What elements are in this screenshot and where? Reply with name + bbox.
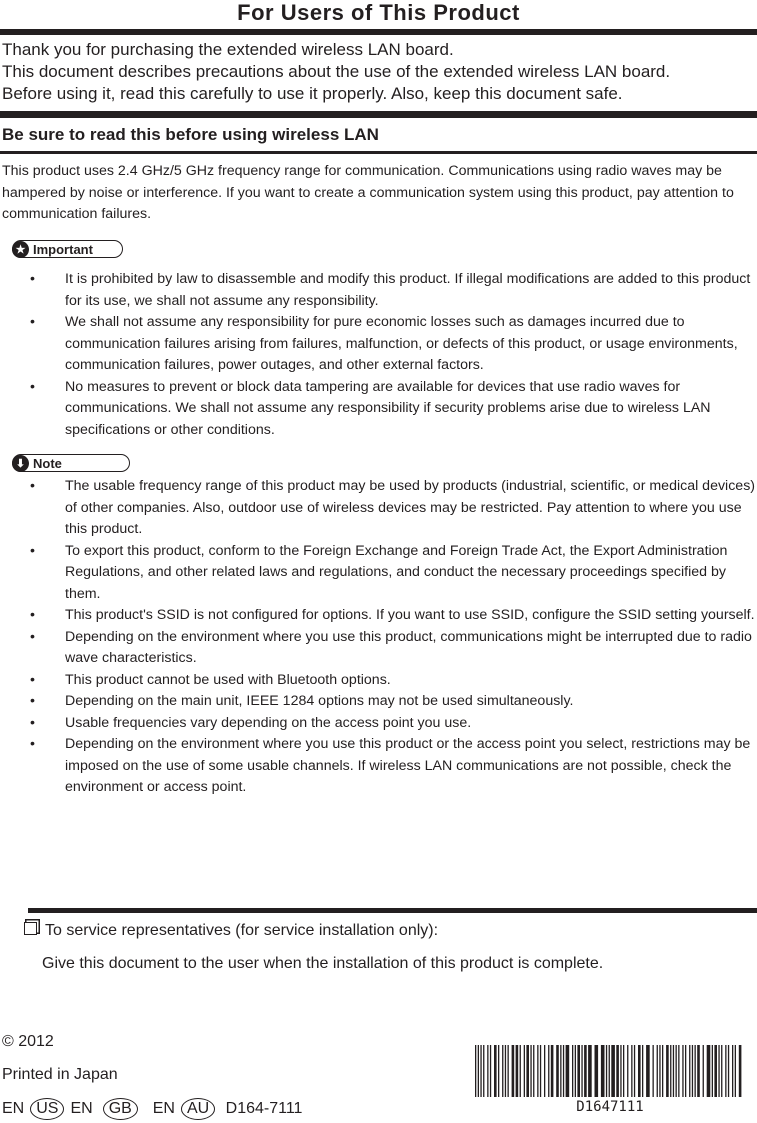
barcode-bar <box>714 1045 717 1097</box>
list-item <box>0 691 757 713</box>
section-heading: Be sure to read this before using wireless LAN <box>2 125 379 144</box>
barcode-bar <box>732 1045 733 1097</box>
barcode-bar <box>533 1045 534 1097</box>
barcode-bar <box>595 1045 599 1097</box>
barcode-bar <box>662 1045 663 1097</box>
region-mark: AU <box>181 1098 215 1120</box>
bullet: • <box>30 671 35 688</box>
divider <box>0 111 757 118</box>
barcode-bar <box>480 1045 481 1097</box>
list-item-text: We shall not assume any responsibility for pure economic losses such as damages incurred due to communication failures arising from failures, malfunction, or defects of this product, or usage environments, communication failures, power outages, and other external factors. <box>65 314 738 373</box>
bullet: • <box>30 542 35 559</box>
bullet: • <box>30 628 35 645</box>
barcode-bar <box>483 1045 484 1097</box>
barcode-bar <box>584 1045 587 1097</box>
barcode-bar <box>498 1045 499 1097</box>
lang: EN <box>2 1100 25 1117</box>
barcode-bar <box>627 1045 628 1097</box>
barcode-bar <box>494 1045 497 1097</box>
barcode-bar <box>659 1045 660 1097</box>
barcode-bar <box>735 1045 736 1097</box>
barcode-bar <box>657 1045 658 1097</box>
language-codes <box>2 1098 302 1120</box>
barcode-bar <box>526 1045 529 1097</box>
intro-line: This document describes precautions about the use of the extended wireless LAN board. <box>2 62 671 81</box>
barcode-bar <box>490 1045 491 1097</box>
barcode-bar <box>556 1045 559 1097</box>
note-list <box>0 476 757 799</box>
bullet: • <box>30 736 35 752</box>
divider <box>0 29 757 35</box>
barcode-bar <box>631 1045 632 1097</box>
barcode-bar <box>616 1045 619 1097</box>
barcode-bar <box>728 1045 729 1097</box>
checkbox-icon <box>24 922 37 935</box>
bullet: • <box>30 271 35 287</box>
star-icon: ★ <box>12 241 29 258</box>
barcode-bar <box>638 1045 641 1097</box>
barcode-bar <box>563 1045 564 1097</box>
barcode-bar <box>572 1045 573 1097</box>
intro-line: Before using it, read this carefully to use it properly. Also, keep this document safe. <box>2 84 623 103</box>
page-title: For Users of This Product <box>237 0 520 25</box>
barcode-bar <box>673 1045 674 1097</box>
list-item <box>0 627 757 670</box>
barcode-bar <box>502 1045 503 1097</box>
important-label: Important <box>33 241 93 257</box>
barcode-bar <box>689 1045 690 1097</box>
barcode-bar <box>678 1045 679 1097</box>
barcode-bar <box>548 1045 549 1097</box>
bullet: • <box>30 714 35 731</box>
bullet: • <box>30 607 35 623</box>
section-paragraph: This product uses 2.4 GHz/5 GHz frequency range for communication. Communications using radio waves may be hampered by noise or interference. If you want to create a communication system using this product, pay attention to communication failures. <box>2 163 734 222</box>
service-heading <box>24 922 438 940</box>
barcode-bar <box>588 1045 592 1097</box>
service-heading-text: To service representatives (for service installation only): <box>45 922 439 939</box>
barcode-bar <box>721 1045 722 1097</box>
barcode-bar <box>540 1045 541 1097</box>
list-item-text: Depending on the main unit, IEEE 1284 options may not be used simultaneously. <box>65 693 574 709</box>
arrow-down-icon: ⬇ <box>12 455 29 472</box>
barcode-bar <box>606 1045 607 1097</box>
barcode-bar <box>601 1045 605 1097</box>
list-item-text: This product's SSID is not configured for options. If you want to use SSID, configure the SSID setting yourself. <box>65 607 755 623</box>
barcode-bar <box>718 1045 719 1097</box>
barcode-bar <box>520 1045 521 1097</box>
list-item-text: No measures to prevent or block data tampering are available for devices that use radio waves for communications. We shall not assume any responsibility if security problems arise due to wireless LAN specifications or other conditions. <box>65 378 711 438</box>
barcode <box>475 1045 745 1097</box>
barcode-bar <box>620 1045 621 1097</box>
barcode-bar <box>697 1045 700 1097</box>
divider <box>0 151 757 154</box>
list-item-text: Depending on the environment where you use this product or the access point you select, restrictions may be imposed on the use of some usable channels. If wireless LAN communications are not possible, check the environment or access point. <box>65 736 751 795</box>
barcode-bar <box>530 1045 531 1097</box>
divider <box>28 908 757 913</box>
service-text: Give this document to the user when the installation of this product is complete. <box>42 955 604 972</box>
lang: EN <box>152 1100 175 1117</box>
barcode-bar <box>676 1045 677 1097</box>
barcode-bar <box>695 1045 696 1097</box>
barcode-bar <box>692 1045 693 1097</box>
barcode-bar <box>544 1045 545 1097</box>
list-item <box>0 312 757 377</box>
barcode-bar <box>634 1045 635 1097</box>
barcode-bar <box>703 1045 704 1097</box>
barcode-bar <box>508 1045 509 1097</box>
printed-in: Printed in Japan <box>2 1066 118 1083</box>
barcode-bar <box>670 1045 671 1097</box>
barcode-bar <box>642 1045 643 1097</box>
list-item <box>0 476 757 541</box>
lang: EN <box>70 1100 93 1117</box>
barcode-bar <box>577 1045 580 1097</box>
barcode-bar <box>623 1045 624 1097</box>
barcode-bar <box>537 1045 538 1097</box>
barcode-bar <box>560 1045 561 1097</box>
barcode-bar <box>505 1045 506 1097</box>
list-item-text: It is prohibited by law to disassemble and modify this product. If illegal modifications are added to this product for its use, we shall not assume any responsibility. <box>65 271 751 309</box>
barcode-bar <box>609 1045 610 1097</box>
intro-line: Thank you for purchasing the extended wireless LAN board. <box>2 40 454 59</box>
list-item-text: The usable frequency range of this product may be used by products (industrial, scientific, or medical devices) of other companies. Also, outdoor use of wireless devices may be restricted. Pay attention to where you use this product. <box>65 478 756 537</box>
barcode-bar <box>646 1045 650 1097</box>
barcode-bar <box>666 1045 669 1097</box>
list-item <box>0 269 757 312</box>
document-code: D164-7111 <box>225 1100 303 1117</box>
barcode-bar <box>566 1045 570 1097</box>
list-item <box>0 377 757 442</box>
barcode-bar <box>575 1045 576 1097</box>
barcode-bar <box>487 1045 488 1097</box>
barcode-text: D1647111 <box>576 1099 644 1115</box>
intro <box>2 39 670 105</box>
list-item <box>0 713 757 735</box>
list-item <box>0 605 757 627</box>
important-list <box>0 269 757 441</box>
region-mark: US <box>30 1098 64 1120</box>
barcode-bar <box>516 1045 519 1097</box>
note-label: Note <box>33 455 62 471</box>
list-item <box>0 734 757 799</box>
list-item <box>0 541 757 606</box>
barcode-bar <box>739 1045 742 1097</box>
list-item-text: Usable frequencies vary depending on the access point you use. <box>65 714 472 731</box>
barcode-bar <box>725 1045 726 1097</box>
barcode-bar <box>712 1045 713 1097</box>
barcode-bar <box>707 1045 711 1097</box>
bullet: • <box>30 314 35 330</box>
barcode-bar <box>524 1045 525 1097</box>
bullet: • <box>30 693 35 709</box>
barcode-bar <box>581 1045 582 1097</box>
important-badge <box>12 240 123 258</box>
barcode-bar <box>478 1045 479 1097</box>
barcode-bar <box>611 1045 615 1097</box>
barcode-bar <box>653 1045 654 1097</box>
note-badge <box>12 454 130 472</box>
barcode-bar <box>551 1045 554 1097</box>
list-item <box>0 670 757 692</box>
barcode-bar <box>685 1045 686 1097</box>
list-item-text: Depending on the environment where you use this product, communications might be interrupted due to radio wave characteristics. <box>65 628 752 666</box>
copyright: © 2012 <box>2 1033 54 1050</box>
bullet: • <box>30 478 35 494</box>
barcode-bar <box>512 1045 515 1097</box>
barcode-bar <box>682 1045 683 1097</box>
bullet: • <box>30 378 35 395</box>
list-item-text: To export this product, conform to the Foreign Exchange and Foreign Trade Act, the Export Administration Regulations, and other related laws and regulations, and conduct the necessary proceedings specified by them. <box>65 542 728 602</box>
region-mark: GB <box>103 1098 138 1120</box>
barcode-bar <box>475 1045 476 1097</box>
list-item-text: This product cannot be used with Bluetooth options. <box>65 671 391 688</box>
